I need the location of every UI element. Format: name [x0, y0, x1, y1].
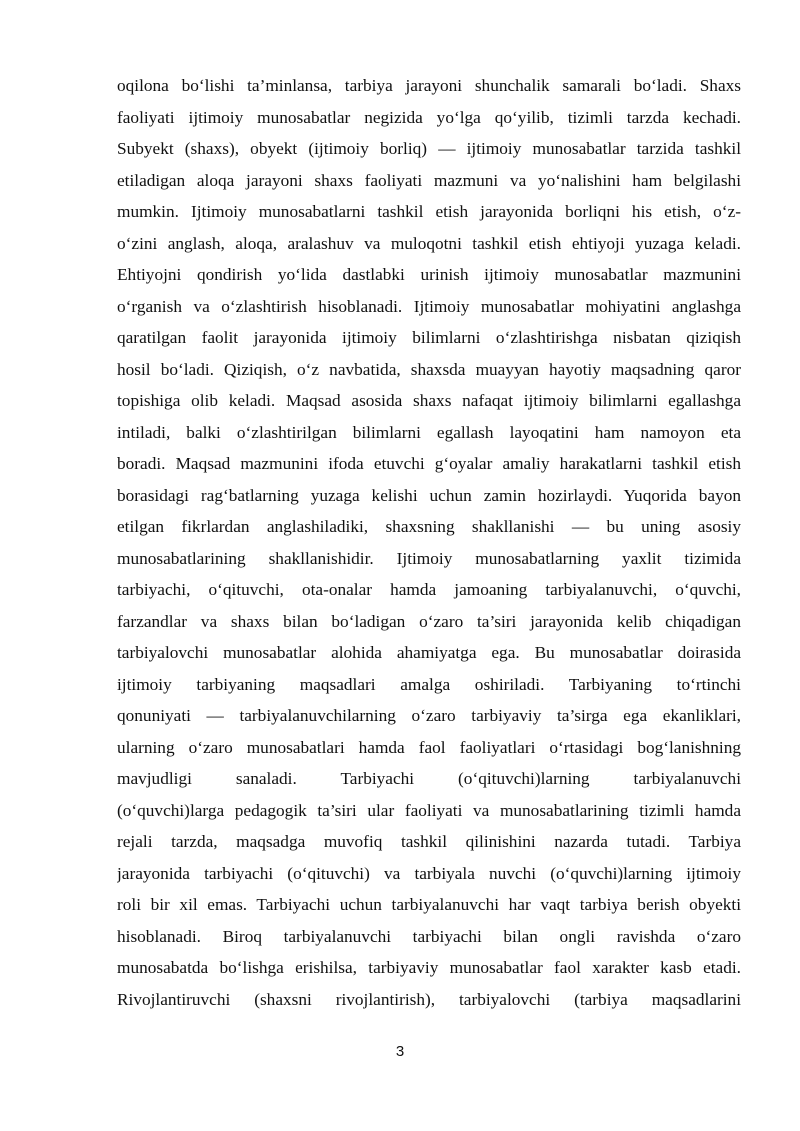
text-line: intiladi, balki o‘zlashtirilgan bilimlarni egallash layoqatini ham namoyon eta [117, 422, 741, 442]
text-line: ijtimoiy tarbiyaning maqsadlari amalga oshiriladi. Tarbiyaning to‘rtinchi [117, 674, 741, 694]
body-text [117, 70, 741, 1015]
text-line: roli bir xil emas. Tarbiyachi uchun tarbiyalanuvchi har vaqt tarbiya berish obyekti [117, 895, 741, 914]
text-line: tarbiyalovchi munosabatlar alohida ahamiyatga ega. Bu munosabatlar doirasida [117, 643, 741, 662]
text-line: Subyekt (shaxs), obyekt (ijtimoiy borliq) — ijtimoiy munosabatlar tarzida tashkil [117, 139, 741, 158]
text-line: ularning o‘zaro munosabatlari hamda faol faoliyatlari o‘rtasidagi bog‘lanishning [117, 737, 741, 757]
text-line: Rivojlantiruvchi (shaxsni rivojlantirish), tarbiyalovchi (tarbiya maqsadlarini [117, 989, 741, 1009]
text-line: farzandlar va shaxs bilan bo‘ladigan o‘zaro ta’siri jarayonida kelib chiqadigan [117, 611, 741, 631]
text-line: (o‘quvchi)larga pedagogik ta’siri ular faoliyati va munosabatlarining tizimli hamda [117, 800, 741, 820]
text-line: faoliyati ijtimoiy munosabatlar negizida yo‘lga qo‘yilib, tizimli tarzda kechadi. [117, 107, 741, 127]
text-line: qaratilgan faolit jarayonida ijtimoiy bilimlarni o‘zlashtirishga nisbatan qiziqish [117, 328, 741, 347]
text-line: jarayonida tarbiyachi (o‘qituvchi) va tarbiyala nuvchi (o‘quvchi)larning ijtimoiy [117, 863, 741, 883]
text-line: munosabatlarining shakllanishidir. Ijtimoiy munosabatlarning yaxlit tizimida [117, 548, 741, 568]
text-line: oqilona bo‘lishi ta’minlansa, tarbiya jarayoni shunchalik samarali bo‘ladi. Shaxs [117, 76, 741, 95]
text-line: hisoblanadi. Biroq tarbiyalanuvchi tarbiyachi bilan ongli ravishda o‘zaro [117, 926, 741, 946]
text-line: qonuniyati — tarbiyalanuvchilarning o‘zaro tarbiyaviy ta’sirga ega ekanliklari, [117, 706, 741, 725]
text-line: topishiga olib keladi. Maqsad asosida shaxs nafaqat ijtimoiy bilimlarni egallashga [117, 391, 741, 410]
text-line: borasidagi rag‘batlarning yuzaga kelishi uchun zamin hozirlaydi. Yuqorida bayon [117, 485, 741, 505]
text-line: hosil bo‘ladi. Qiziqish, o‘z navbatida, shaxsda muayyan hayotiy maqsadning qaror [117, 359, 741, 379]
text-line: Ehtiyojni qondirish yo‘lida dastlabki urinish ijtimoiy munosabatlar mazmunini [117, 265, 741, 284]
page-number: 3 [395, 1043, 405, 1060]
text-line: rejali tarzda, maqsadga muvofiq tashkil qilinishini nazarda tutadi. Tarbiya [117, 832, 741, 851]
text-line: mumkin. Ijtimoiy munosabatlarni tashkil etish jarayonida borliqni his etish, o‘z- [117, 202, 741, 221]
text-line: tarbiyachi, o‘qituvchi, ota-onalar hamda jamoaning tarbiyalanuvchi, o‘quvchi, [117, 580, 741, 599]
text-line: mavjudligi sanaladi. Tarbiyachi (o‘qituvchi)larning tarbiyalanuvchi [117, 769, 741, 788]
text-line: boradi. Maqsad mazmunini ifoda etuvchi g‘oyalar amaliy harakatlarni tashkil etish [117, 454, 741, 473]
text-line: etiladigan aloqa jarayoni shaxs faoliyati mazmuni va yo‘nalishini ham belgilashi [117, 170, 741, 190]
text-line: etilgan fikrlardan anglashiladiki, shaxsning shakllanishi — bu uning asosiy [117, 517, 741, 536]
text-line: o‘zini anglash, aloqa, aralashuv va muloqotni tashkil etish ehtiyoji yuzaga keladi. [117, 233, 741, 253]
text-line: munosabatda bo‘lishga erishilsa, tarbiyaviy munosabatlar faol xarakter kasb etadi. [117, 958, 741, 977]
text-line: o‘rganish va o‘zlashtirish hisoblanadi. Ijtimoiy munosabatlar mohiyatini anglashga [117, 296, 741, 316]
